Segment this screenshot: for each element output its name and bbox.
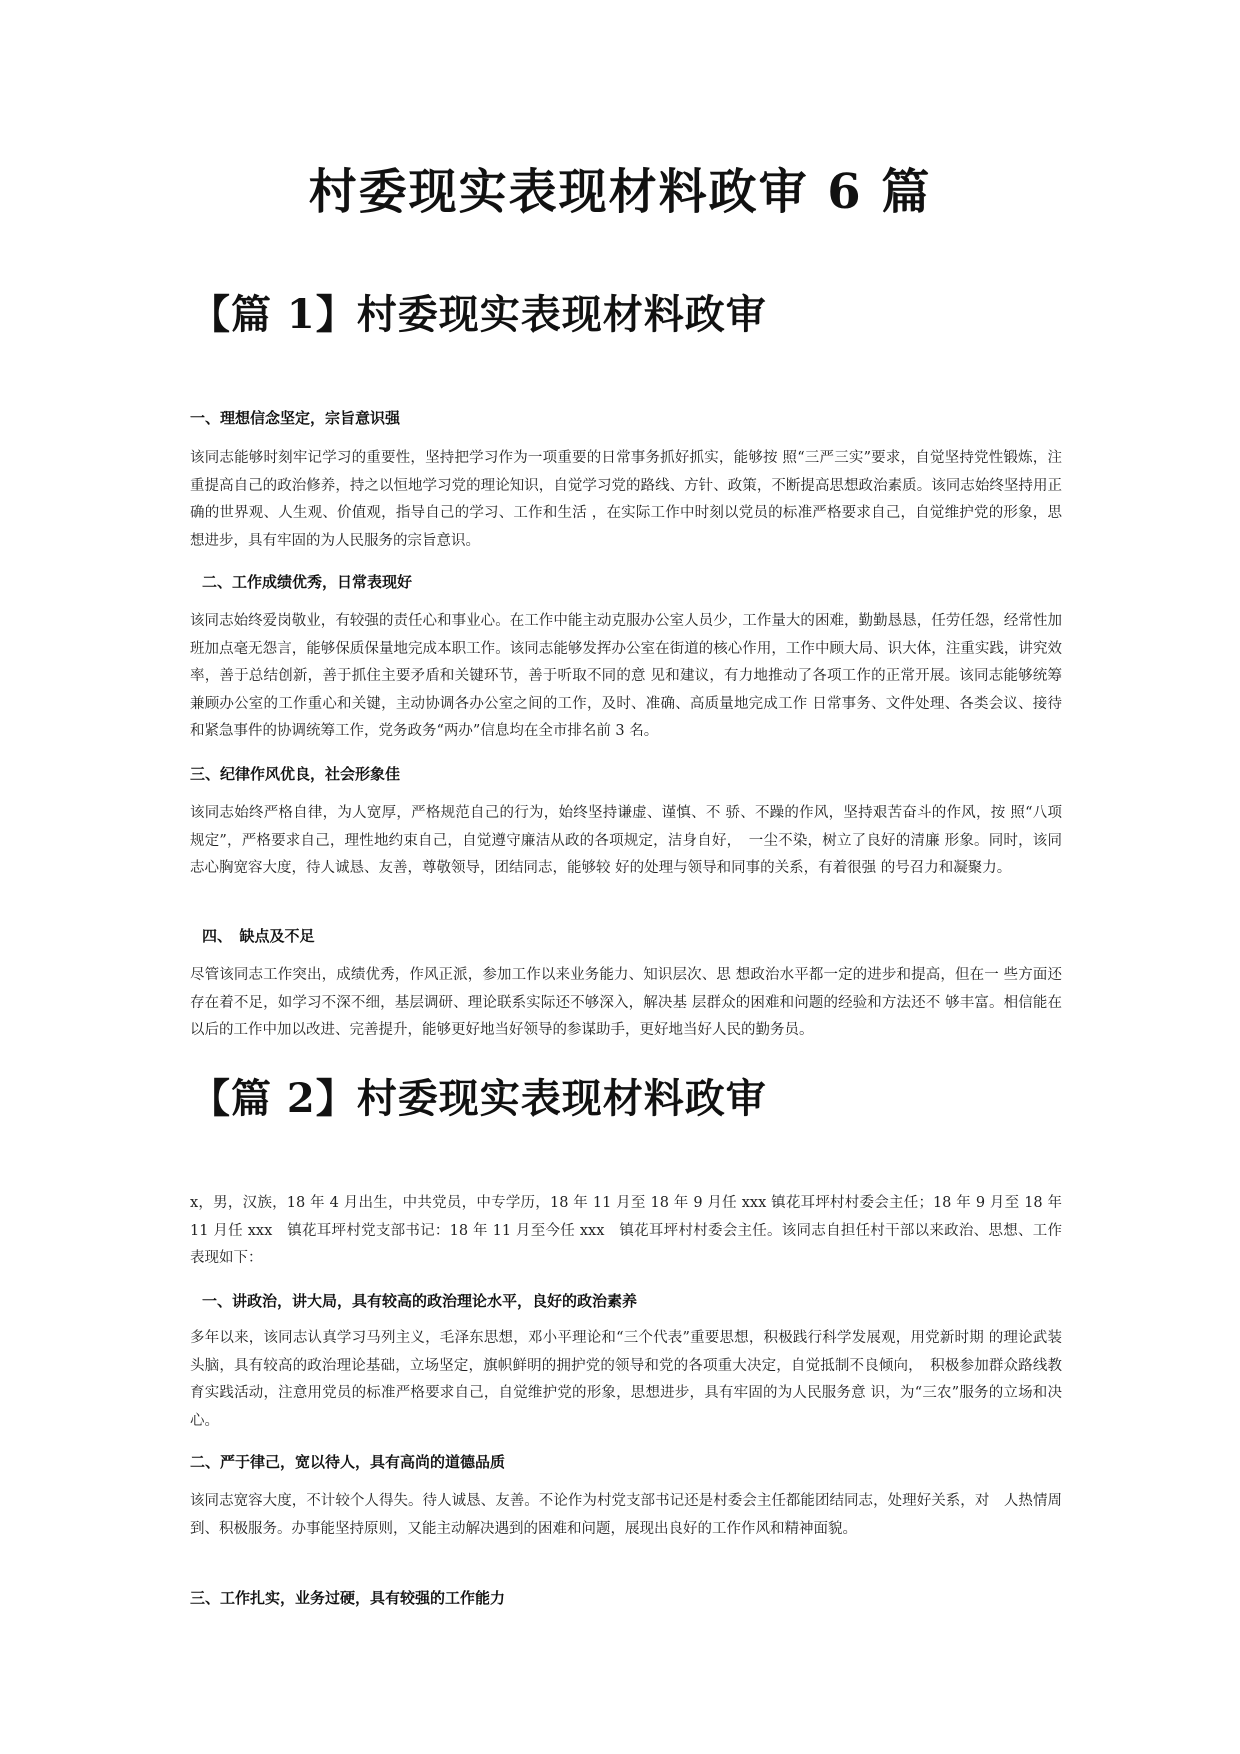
section-2-title: 【篇 2】村委现实表现材料政审 (190, 1075, 767, 1122)
section-2-paragraph-1: 多年以来，该同志认真学习马列主义，毛泽东思想，邓小平理论和“三个代表”重要思想，积极践行科学发展观，用党新时期 的理论武装头脑，具有较高的政治理论基础，立场坚定，旗帜鲜明的拥护党的领导和党的各项重大决定，自觉抵制不良倾向， 积极参加群众路线教育实践活动，注意用党员的标准严格要求自己，自觉维护党的形象，思想进步，具有牢固的为人民服务意 识，为“三农”服务的立场和决心。 (190, 1330, 1062, 1429)
section-1-heading-3: 三、纪律作风优良，社会形象佳 (190, 765, 401, 783)
document-title: 村委现实表现材料政审 6 篇 (308, 164, 932, 220)
section-2-intro: x，男，汉族，18 年 4 月出生，中共党员，中专学历，18 年 11 月至 18 年 9 月任 xxx 镇花耳坪村村委会主任；18 年 9 月至 18 年 11 月任 xxx 镇花耳坪村党支部书记：18 年 11 月至今任 xxx 镇花耳坪村村委会主任。该同志自担任村干部以来政治、思想、工作 表现如下： (190, 1195, 1077, 1266)
section-1-paragraph-3: 该同志始终严格自律，为人宽厚，严格规范自己的行为，始终坚持谦虚、谨慎、不 骄、不躁的作风，坚持艰苦奋斗的作风，按 照“八项规定”，严格要求自己，理性地约束自己，自觉遵守廉洁从政的各项规定，洁身自好， 一尘不染，树立了良好的清廉 形象。同时，该同志心胸宽容大度，待人诚恳、友善，尊敬领导，团结同志，能够较 好的处理与领导和同事的关系，有着很强 的号召力和凝聚力。 (190, 805, 1062, 876)
section-1-paragraph-1: 该同志能够时刻牢记学习的重要性，坚持把学习作为一项重要的日常事务抓好抓实，能够按 照“三严三实”要求，自觉坚持党性锻炼，注重提高自己的政治修养，持之以恒地学习党的理论知识，自觉学习党的路线、方针、政策，不断提高思想政治素质。该同志始终坚持用正确的世界观、人生观、价值观，指导自己的学习、工作和生活 ，在实际工作中时刻以党员的标准严格要求自己，自觉维护党的形象，思想进步，具有牢固的为人民服务的宗旨意识。 (190, 450, 1062, 549)
section-1-title: 【篇 1】村委现实表现材料政审 (190, 291, 767, 338)
section-1-heading-4: 四、 缺点及不足 (202, 927, 315, 945)
section-1-paragraph-4: 尽管该同志工作突出，成绩优秀，作风正派，参加工作以来业务能力、知识层次、思 想政治水平都一定的进步和提高，但在一 些方面还存在着不足，如学习不深不细，基层调研、理论联系实际还不够深入，解决基 层群众的困难和问题的经验和方法还不 够丰富。相信能在以后的工作中加以改进、完善提升，能够更好地当好领导的参谋助手，更好地当好人民的勤务员。 (190, 967, 1062, 1038)
section-2-paragraph-2: 该同志宽容大度，不计较个人得失。待人诚恳、友善。不论作为村党支部书记还是村委会主任都能团结同志，处理好关系，对 人热情周到、积极服务。办事能坚持原则，又能主动解决遇到的困难和问题，展现出良好的工作作风和精神面貌。 (190, 1493, 1062, 1537)
section-1-paragraph-2: 该同志始终爱岗敬业，有较强的责任心和事业心。在工作中能主动克服办公室人员少，工作量大的困难，勤勤恳恳，任劳任怨，经常性加班加点毫无怨言，能够保质保量地完成本职工作。该同志能够发挥办公室在街道的核心作用，工作中顾大局、识大体，注重实践，讲究效率，善于总结创新，善于抓住主要矛盾和关键环节，善于听取不同的意 见和建议，有力地推动了各项工作的正常开展。该同志能够统筹兼顾办公室的工作重心和关键，主动协调各办公室之间的工作，及时、准确、高质量地完成工作 日常事务、文件处理、各类会议、接待和紧急事件的协调统筹工作，党务政务“两办”信息均在全市排名前 3 名。 (190, 613, 1062, 739)
section-2-heading-1: 一、讲政治，讲大局，具有较高的政治理论水平，良好的政治素养 (202, 1292, 638, 1310)
section-2-heading-2: 二、严于律己，宽以待人，具有高尚的道德品质 (190, 1453, 506, 1471)
section-2-heading-3: 三、工作扎实，业务过硬，具有较强的工作能力 (190, 1589, 506, 1607)
section-1-heading-1: 一、理想信念坚定，宗旨意识强 (190, 409, 401, 427)
section-1-heading-2: 二、工作成绩优秀，日常表现好 (202, 573, 413, 591)
